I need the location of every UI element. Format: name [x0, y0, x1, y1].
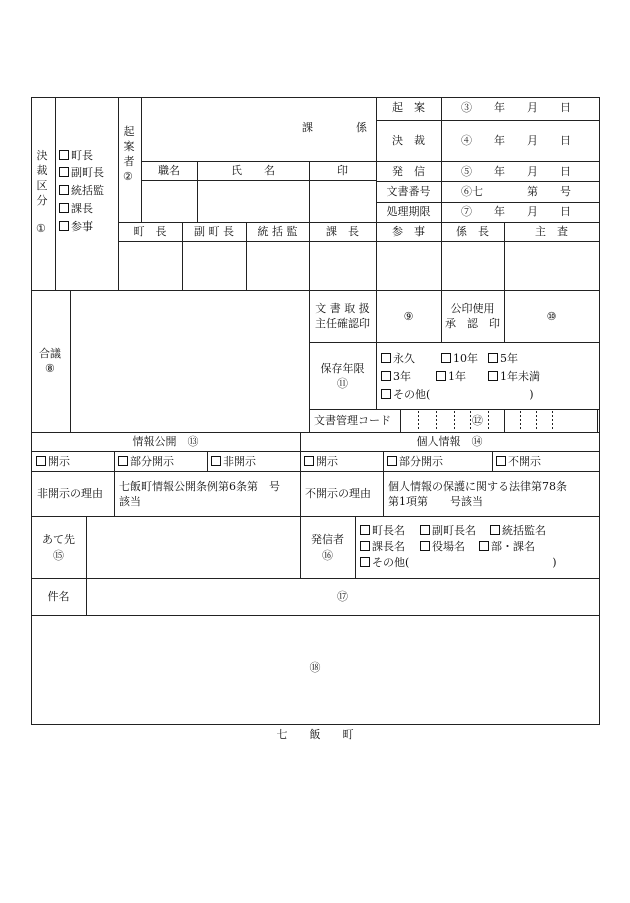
mgmt-code-label: 文書管理コード: [314, 414, 391, 427]
doc-handler-line1: 文 書 取 扱: [315, 302, 370, 315]
info-value-kessai: ④ 年 月 日: [461, 134, 571, 147]
option-chouchou[interactable]: 町長: [59, 149, 93, 163]
info-hikaiji[interactable]: 非開示: [211, 455, 256, 469]
kessai-num: ①: [36, 222, 46, 235]
sender-fukuchouchou-mei[interactable]: 副町長名: [420, 524, 476, 538]
info-reason-line2: 該当: [119, 495, 141, 508]
footer-town: 七 飯 町: [276, 728, 354, 741]
retention-other[interactable]: その他( ): [381, 388, 534, 402]
info-disclosure-title: 情報公開 ⑬: [132, 435, 199, 448]
shokumei-header: 職名: [158, 164, 180, 177]
info-value-shori-kigen: ⑦ 年 月 日: [461, 205, 571, 218]
option-kachou[interactable]: 課長: [59, 202, 93, 216]
kessai-label: 決裁区分: [36, 149, 48, 207]
retention-under-1y[interactable]: 1年未満: [488, 370, 540, 384]
ka-label: 課: [302, 121, 313, 134]
option-fukuchouchou[interactable]: 副町長: [59, 166, 104, 180]
info-kaiji[interactable]: 開示: [36, 455, 70, 469]
retention-1y[interactable]: 1年: [436, 370, 466, 384]
kakari-label: 係: [356, 121, 367, 134]
approver-kakarichou: 係 長: [456, 225, 489, 238]
doc-handler-num: ⑨: [403, 310, 414, 323]
approver-kachou: 課 長: [326, 225, 359, 238]
body-num: ⑱: [309, 661, 321, 674]
info-label-kessai: 決 裁: [392, 134, 425, 147]
kian-label: 起案者: [123, 125, 135, 168]
atesaki-num: ⑮: [53, 549, 64, 562]
personal-reason-label: 不開示の理由: [305, 487, 371, 500]
seal-line1: 公印使用: [450, 302, 495, 315]
sender-kachou-mei[interactable]: 課長名: [360, 540, 405, 554]
retention-5y[interactable]: 5年: [488, 352, 518, 366]
shimei-header: 氏 名: [231, 164, 275, 177]
approver-chouchou: 町 長: [133, 225, 167, 238]
retention-3y[interactable]: 3年: [381, 370, 411, 384]
option-sanji[interactable]: 参事: [59, 220, 93, 234]
kian-num: ②: [123, 170, 133, 183]
approver-fukuchouchou: 副 町 長: [194, 225, 234, 238]
option-toukatsukan[interactable]: 統括監: [59, 184, 104, 198]
sender-num: ⑯: [322, 549, 333, 562]
approver-toukatsukan: 統 括 監: [257, 225, 298, 238]
retention-10y[interactable]: 10年: [441, 352, 478, 366]
info-reason-label: 非開示の理由: [37, 487, 103, 500]
sender-bu-ka-mei[interactable]: 部・課名: [479, 540, 535, 554]
sender-yakuba-mei[interactable]: 役場名: [420, 540, 465, 554]
info-value-hasshin: ⑤ 年 月 日: [461, 165, 571, 178]
mgmt-code-num: ⑫: [472, 414, 483, 427]
approver-shusa: 主 査: [535, 225, 568, 238]
info-label-kian: 起 案: [392, 101, 425, 114]
subject-num: ⑰: [337, 590, 348, 603]
info-label-bunsho-bangou: 文書番号: [386, 185, 431, 198]
info-value-bunsho-bangou: ⑥七 第 号: [461, 185, 571, 198]
personal-fukaiji[interactable]: 不開示: [496, 455, 541, 469]
personal-reason-line1: 個人情報の保護に関する法律第78条: [388, 480, 567, 493]
info-label-shori-kigen: 処理期限: [386, 205, 431, 218]
personal-bubun-kaiji[interactable]: 部分開示: [387, 455, 443, 469]
personal-info-title: 個人情報 ⑭: [416, 435, 483, 448]
info-label-hasshin: 発 信: [392, 165, 425, 178]
retention-eikyu[interactable]: 永久: [381, 352, 415, 366]
doc-handler-line2: 主任確認印: [315, 317, 370, 330]
gougi-label: 合議: [39, 347, 61, 360]
retention-label: 保存年限: [320, 362, 365, 375]
info-reason-line1: 七飯町情報公開条例第6条第 号: [119, 480, 280, 493]
info-bubun-kaiji[interactable]: 部分開示: [118, 455, 174, 469]
seal-line2: 承 認 印: [445, 317, 500, 330]
info-value-kian: ③ 年 月 日: [461, 101, 571, 114]
personal-reason-line2: 第1項第 号該当: [388, 495, 483, 508]
personal-kaiji[interactable]: 開示: [304, 455, 338, 469]
approver-sanji: 参 事: [392, 225, 425, 238]
in-header: 印: [337, 164, 348, 177]
atesaki-label: あて先: [42, 533, 75, 546]
sender-label: 発信者: [311, 533, 344, 546]
gougi-num: ⑧: [45, 362, 55, 375]
sender-toukatsukan-mei[interactable]: 統括監名: [490, 524, 546, 538]
subject-label: 件名: [47, 590, 70, 603]
seal-num: ⑩: [546, 310, 557, 323]
retention-num: ⑪: [337, 377, 348, 390]
sender-other[interactable]: その他( ): [360, 556, 557, 570]
sender-chouchou-mei[interactable]: 町長名: [360, 524, 405, 538]
